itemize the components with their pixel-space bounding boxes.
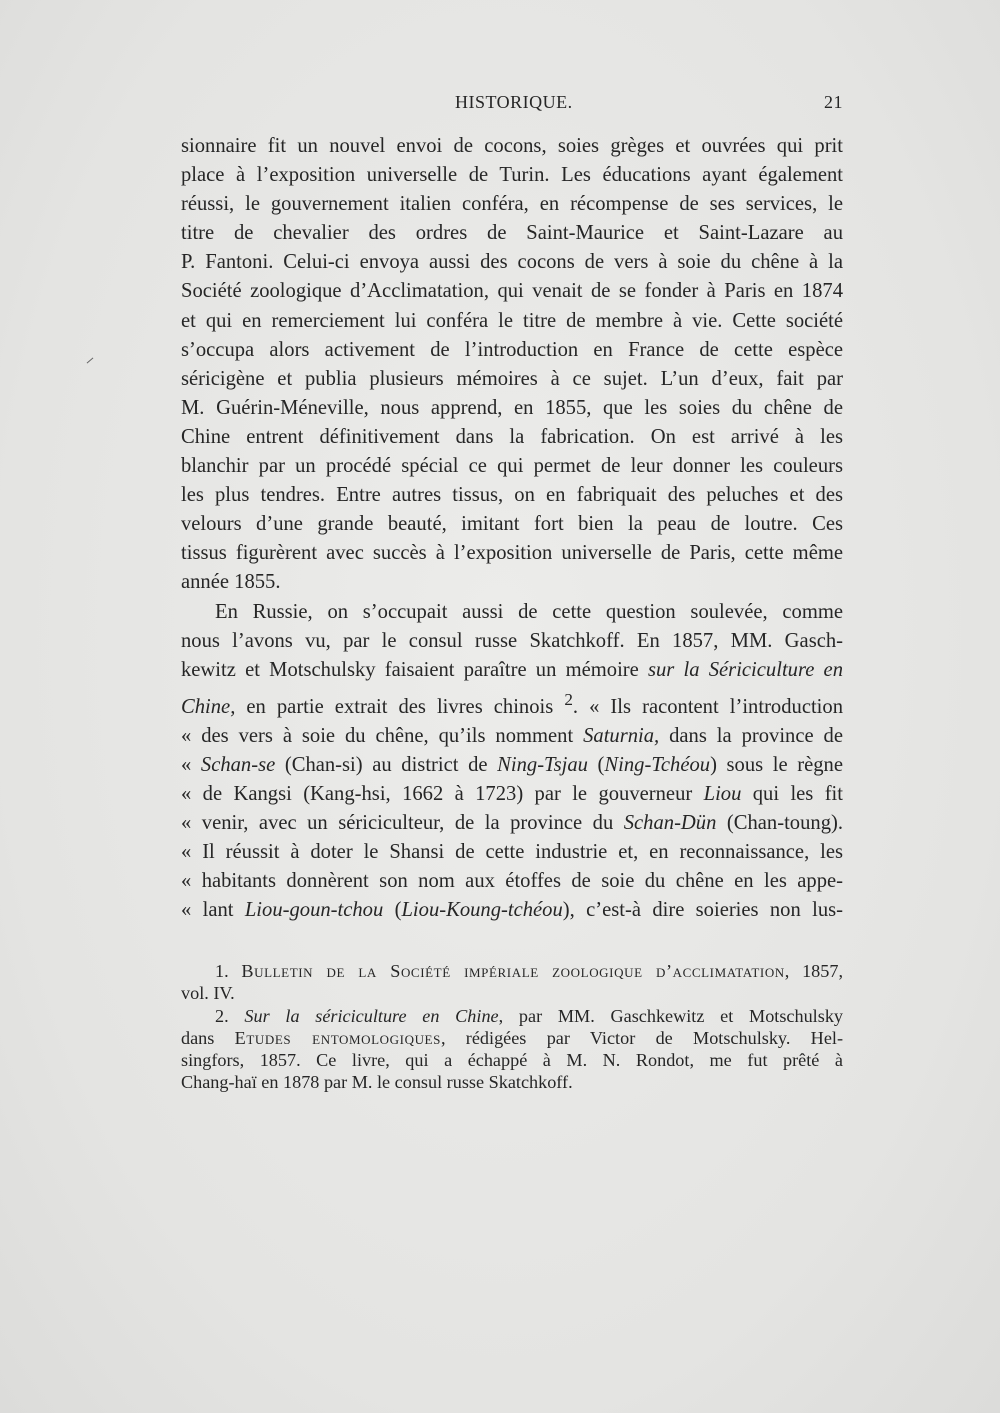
text-line: réussi, le gouvernement italien conféra, en récompense de ses services, le bbox=[181, 193, 843, 216]
text-line bbox=[181, 809, 843, 838]
running-title: HISTORIQUE. bbox=[455, 92, 573, 112]
text-line: velours d’une grande beauté, imitant fort bien la peau de loutre. Ces bbox=[181, 513, 843, 536]
text-run: « de Kangsi (Kang-hsi, 1662 à 1723) par le gouverneur bbox=[181, 782, 704, 805]
text-line: Chine entrent définitivement dans la fabrication. On est arrivé à les bbox=[181, 425, 843, 448]
italic-name: Liou-goun-tchou bbox=[244, 899, 384, 922]
text-run: kewitz et Motschulsky faisaient paraître un mémoire bbox=[181, 658, 648, 681]
text-line: s’occupa alors activement de l’introduction en France de cette espèce bbox=[181, 338, 843, 361]
footnote-line: singfors, 1857. Ce livre, qui a échappé à M. N. Rondot, me fut prêté à bbox=[181, 1050, 843, 1071]
text-run: « bbox=[181, 753, 201, 776]
footnote-line bbox=[181, 1005, 843, 1027]
text-line: et qui en remerciement lui conféra le titre de membre à vie. Cette société bbox=[181, 309, 843, 332]
footnote-number: 2. bbox=[215, 1005, 245, 1026]
text-line bbox=[181, 896, 843, 925]
italic-name: Ning-Tsjau bbox=[497, 753, 588, 776]
italic-title: Chine, bbox=[181, 695, 236, 718]
italic-name: Saturnia, bbox=[583, 724, 660, 747]
italic-name: Liou-Koung-tchéou bbox=[401, 899, 563, 922]
text-run: ) sous le règne bbox=[710, 753, 843, 776]
italic-title: Sur la sériciculture en Chine bbox=[244, 1005, 499, 1026]
text-line: sionnaire fit un nouvel envoi de cocons, soies grèges et ouvrées qui prit bbox=[181, 135, 843, 157]
text-line: place à l’exposition universelle de Turin. Les éducations ayant également bbox=[181, 164, 843, 187]
text-line: « habitants donnèrent son nom aux étoffes de soie du chêne en les appe- bbox=[181, 870, 843, 893]
text-run: ( bbox=[587, 753, 605, 776]
text-run: en partie extrait des livres chinois bbox=[235, 695, 565, 718]
text-run: . « Ils racontent l’introduction bbox=[572, 695, 843, 718]
text-line: Société zoologique d’Acclimatation, qui venait de se fonder à Paris en 1874 bbox=[181, 280, 843, 303]
footnote-line: Chang-haï en 1878 par M. le consul russe Skatchkoff. bbox=[181, 1072, 573, 1093]
text-line: séricigène et publia plusieurs mémoires à ce sujet. L’un d’eux, fait par bbox=[181, 367, 843, 390]
text-run: dans bbox=[181, 1027, 235, 1048]
text-run: dans la province de bbox=[659, 724, 843, 747]
text-run: ( bbox=[383, 899, 402, 922]
paragraph-1 bbox=[181, 132, 843, 598]
text-line bbox=[181, 656, 843, 685]
page-number: 21 bbox=[824, 92, 843, 112]
footnote-line bbox=[181, 1027, 843, 1049]
text-run: « venir, avec un sériciculteur, de la province du bbox=[181, 812, 624, 835]
italic-name: Ning-Tchéou bbox=[604, 753, 711, 776]
text-line: nous l’avons vu, par le consul russe Skatchkoff. En 1857, MM. Gasch- bbox=[181, 629, 843, 652]
text-run: , 1857, bbox=[784, 961, 843, 981]
footnote-line: vol. IV. bbox=[181, 983, 235, 1004]
text-run: (Chan-si) au district de bbox=[275, 753, 498, 776]
main-text bbox=[181, 132, 843, 925]
footnote-1 bbox=[181, 960, 843, 1005]
text-run: « lant bbox=[181, 899, 245, 922]
text-line: « Il réussit à doter le Shansi de cette industrie et, en reconnaissance, les bbox=[181, 841, 843, 864]
text-line: P. Fantoni. Celui-ci envoya aussi des cocons de vers à soie du chêne à la bbox=[181, 251, 843, 274]
text-line bbox=[181, 722, 843, 751]
text-line: En Russie, on s’occupait aussi de cette question soulevée, comme bbox=[215, 600, 843, 623]
running-header bbox=[181, 92, 843, 116]
text-line: tissus figurèrent avec succès à l’exposition universelle de Paris, cette même bbox=[181, 542, 843, 565]
text-run: (Chan-toung). bbox=[716, 812, 844, 835]
text-run: , par MM. Gaschkewitz et Motschulsky bbox=[498, 1005, 844, 1026]
footnotes bbox=[181, 960, 843, 1094]
text-run: qui les fit bbox=[741, 782, 843, 805]
text-line: les plus tendres. Entre autres tissus, on en fabriquait des peluches et des bbox=[181, 484, 843, 507]
footnote-ref: 2 bbox=[564, 689, 573, 709]
footnote-series-title: Etudes entomologiques bbox=[234, 1027, 441, 1048]
text-run: , rédigées par Victor de Motschulsky. Hel- bbox=[440, 1027, 844, 1048]
footnote-line bbox=[181, 960, 843, 982]
footnote-number: 1. bbox=[215, 961, 242, 981]
text-line bbox=[181, 751, 843, 780]
text-run: ), c’est-à dire soieries non lus- bbox=[562, 899, 843, 922]
text-line bbox=[181, 685, 843, 722]
italic-title: sur la Sériciculture en bbox=[648, 658, 843, 681]
italic-name: Schan-se bbox=[200, 753, 276, 776]
footnote-journal-title: Bulletin de la Société impériale zoologique d’acclimatation bbox=[241, 961, 785, 981]
text-line: blanchir par un procédé spécial ce qui permet de leur donner les couleurs bbox=[181, 455, 843, 478]
text-run: « des vers à soie du chêne, qu’ils nomment bbox=[181, 724, 584, 747]
text-line: M. Guérin-Méneville, nous apprend, en 1855, que les soies du chêne de bbox=[181, 396, 843, 419]
italic-name: Liou bbox=[703, 782, 742, 805]
text-line: année 1855. bbox=[181, 571, 281, 594]
text-line: titre de chevalier des ordres de Saint-Maurice et Saint-Lazare au bbox=[181, 222, 843, 245]
stray-pencil-mark bbox=[87, 358, 94, 364]
footnote-2 bbox=[181, 1005, 843, 1094]
paragraph-2 bbox=[181, 598, 843, 926]
italic-name: Schan-Dün bbox=[623, 812, 717, 835]
text-line bbox=[181, 780, 843, 809]
